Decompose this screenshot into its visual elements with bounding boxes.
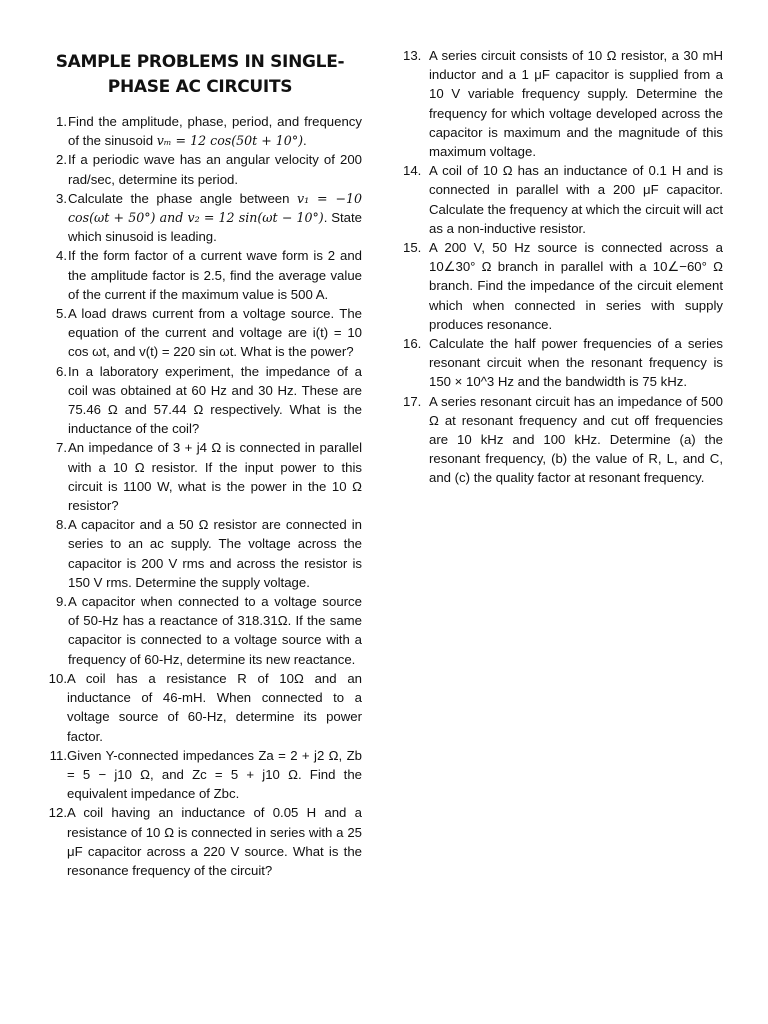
problem-number: 17.	[403, 393, 422, 409]
problem-item	[403, 238, 723, 334]
problem-number: 10.	[48, 670, 67, 686]
problem-equation: vₘ = 12 cos(50t + 10°)	[156, 133, 304, 149]
problem-item	[403, 46, 723, 161]
left-column	[38, 46, 362, 880]
problem-text: If the form factor of a current wave form is 2 and the amplitude factor is 2.5, find the average value of the current if the maximum value is 500 A.	[68, 248, 362, 302]
problem-number: 15.	[403, 240, 422, 256]
problem-equation: v₁ = −10 cos(ωt + 50°) and v₂ = 12 sin(ωt − 10°)	[68, 190, 362, 226]
problem-item	[38, 150, 362, 188]
problem-item	[38, 515, 362, 592]
problem-item	[403, 161, 723, 238]
problem-list-right	[403, 46, 723, 488]
title-line-2: PHASE AC CIRCUITS	[107, 77, 293, 97]
problem-text: In a laboratory experiment, the impedance of a coil was obtained at 60 Hz and 30 Hz. These are 75.46 Ω and 57.44 Ω respectively. What is the inductance of the coil?	[68, 363, 362, 437]
problem-text: A capacitor when connected to a voltage source of 50-Hz has a reactance of 318.31Ω. If the same capacitor is connected to a voltage source with a frequency of 60-Hz, determine its new reactance.	[68, 594, 362, 667]
problem-number: 1.	[56, 114, 67, 129]
problem-text: A series circuit consists of 10 Ω resistor, a 30 mH inductor and a 1 μF capacitor is supplied from a 10 V variable frequency supply. Determine the frequency for which voltage developed across the capacitor is maximum and the magnitude of this maximum voltage.	[429, 48, 723, 160]
problem-item	[38, 592, 362, 669]
problem-item	[38, 362, 362, 439]
problem-text: A coil of 10 Ω has an inductance of 0.1 H and is connected in parallel with a 200 μF capacitor. Calculate the frequency at which the circuit will act as a non-inductive resistor.	[429, 163, 723, 236]
problem-text: A coil has a resistance R of 10Ω and an inductance of 46-mH. When connected to a voltage source of 60-Hz, determine its power factor.	[67, 670, 362, 744]
problem-number: 16.	[403, 336, 422, 352]
problem-item	[38, 803, 362, 880]
problem-number: 8.	[56, 517, 67, 533]
problem-number: 6.	[56, 363, 67, 379]
document-title	[38, 50, 362, 100]
problem-text: A load draws current from a voltage source. The equation of the current and voltage are i(t) = 10 cos ωt, and v(t) = 220 sin ωt. What is the power?	[68, 306, 362, 360]
problem-text: Given Y-connected impedances Za = 2 + j2 Ω, Zb = 5 − j10 Ω, and Zc = 5 + j10 Ω. Find the equivalent impedance of Zbc.	[67, 747, 362, 802]
problem-item	[38, 669, 362, 746]
problem-text: Calculate the phase angle between v₁ = −10 cos(ωt + 50°) and v₂ = 12 sin(ωt − 10°). State which sinusoid is leading.	[68, 190, 362, 245]
problem-number: 9.	[56, 594, 67, 610]
problem-text: A coil having an inductance of 0.05 H and a resistance of 10 Ω is connected in series with a 25 μF capacitor across a 220 V source. What is the resonance frequency of the circuit?	[67, 805, 362, 878]
problem-text: A capacitor and a 50 Ω resistor are connected in series to an ac supply. The voltage across the capacitor is 200 V rms and across the resistor is 150 V rms. Determine the supply voltage.	[68, 517, 362, 590]
problem-number: 14.	[403, 163, 422, 179]
problem-item	[403, 334, 723, 392]
problem-number: 5.	[56, 306, 67, 322]
problem-number: 2.	[56, 152, 67, 168]
problem-text: If a periodic wave has an angular velocity of 200 rad/sec, determine its period.	[68, 152, 362, 187]
problem-item	[38, 746, 362, 804]
problem-number: 7.	[56, 440, 67, 456]
problem-number: 12.	[48, 805, 67, 821]
problem-item	[38, 112, 362, 150]
problem-number: 4.	[56, 248, 67, 264]
problem-number: 11.	[49, 747, 67, 763]
problem-text: Calculate the half power frequencies of a series resonant circuit when the resonant frequency is 150 × 10^3 Hz and the bandwidth is 75 kHz.	[429, 336, 723, 390]
problem-item	[38, 304, 362, 362]
problem-text: A 200 V, 50 Hz source is connected across a 10∠30° Ω branch in parallel with a 10∠−60° Ω branch. Find the impedance of the circuit element which when connected in series with supply produces resonance.	[429, 240, 723, 332]
title-line-1: SAMPLE PROBLEMS IN SINGLE-	[55, 52, 345, 72]
problem-text: Find the amplitude, phase, period, and frequency of the sinusoid vₘ = 12 cos(50t + 10°).	[68, 114, 362, 149]
problem-text: A series resonant circuit has an impedance of 500 Ω at resonant frequency and cut off frequencies are 10 kHz and 100 kHz. Determine (a) the resonant frequency, (b) the value of R, L, and C, and (c) the quality factor at resonant frequency.	[429, 393, 723, 486]
problem-list-left	[38, 112, 362, 880]
problem-item	[38, 246, 362, 304]
problem-number: 3.	[56, 190, 67, 206]
right-column	[403, 46, 723, 488]
problem-text: An impedance of 3 + j4 Ω is connected in parallel with a 10 Ω resistor. If the input power to this circuit is 1100 W, what is the power in the 10 Ω resistor?	[68, 440, 362, 514]
problem-item	[38, 189, 362, 247]
problem-number: 13.	[403, 48, 422, 63]
problem-item	[38, 438, 362, 515]
problem-item	[403, 392, 723, 488]
